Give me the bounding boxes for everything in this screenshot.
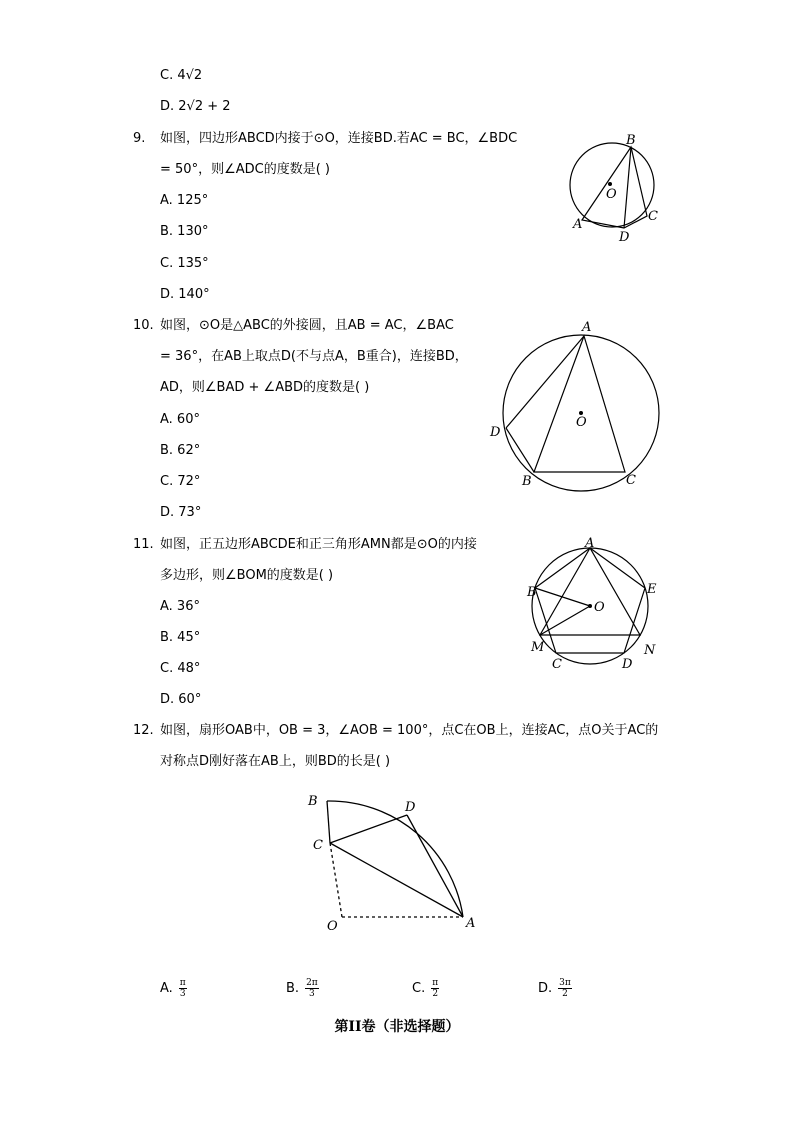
q9-label-b: B <box>626 133 636 148</box>
q11-segment-om <box>540 606 590 635</box>
q11-option-c: C. 48° <box>160 661 201 676</box>
q11-label-o: O <box>594 600 605 615</box>
q10-label-c: C <box>626 473 636 488</box>
q10-stem-line3: AD，则∠BAD + ∠ABD的度数是( ) <box>160 380 370 395</box>
q10-figure <box>486 318 666 493</box>
q10-label-b: B <box>522 474 532 489</box>
q8-option-c: C. 4√2 <box>160 68 203 83</box>
q10-option-a: A. 60° <box>160 412 200 427</box>
q10-number: 10. <box>133 318 154 333</box>
q10-option-c: C. 72° <box>160 474 201 489</box>
q12-option-c: C. $\frac{\pi}{2}$ <box>412 978 439 999</box>
q8-option-d: D. 2√2 + 2 <box>160 99 231 114</box>
q11-triangle-amn <box>540 548 640 635</box>
q12-label-c: C <box>313 838 323 853</box>
q12-figure <box>300 785 490 935</box>
q11-option-d: D. 60° <box>160 692 202 707</box>
q11-segment-ob <box>535 588 590 606</box>
q12-option-b: B. $\frac{2\pi}{3}$ <box>286 978 318 999</box>
q9-stem-line2: = 50°，则∠ADC的度数是( ) <box>160 162 330 177</box>
q9-option-c: C. 135° <box>160 256 209 271</box>
q9-center-dot <box>608 182 612 186</box>
q12-label-a: A <box>466 916 476 931</box>
q9-label-c: C <box>648 209 658 224</box>
q12-stem-line1: 如图，扇形OAB中，OB = 3，∠AOB = 100°，点C在OB上，连接AC，点O关于AC的 <box>160 723 659 738</box>
q10-triangle-abc <box>534 336 625 472</box>
q11-label-a: A <box>585 536 595 551</box>
q10-option-d: D. 73° <box>160 505 202 520</box>
q9-option-d: D. 140° <box>160 287 210 302</box>
q11-figure <box>525 537 665 672</box>
q9-label-o: O <box>606 187 617 202</box>
q12-option-d: D. $\frac{3\pi}{2}$ <box>538 978 571 999</box>
q12-segment-bc <box>327 801 330 843</box>
q9-segment-bd <box>624 147 631 228</box>
q11-option-b: B. 45° <box>160 630 201 645</box>
q10-label-a: A <box>582 320 592 335</box>
q9-label-d: D <box>619 230 630 245</box>
q11-center-dot <box>588 604 592 608</box>
q10-stem-line1: 如图，⊙O是△ABC的外接圆，且AB = AC，∠BAC <box>160 318 454 333</box>
q9-circle <box>570 143 654 227</box>
q10-label-d: D <box>490 425 501 440</box>
q9-label-a: A <box>573 217 583 232</box>
q11-label-d: D <box>622 657 633 672</box>
q12-label-o: O <box>327 919 338 934</box>
q10-label-o: O <box>576 415 587 430</box>
section-title: 第II卷（非选择题） <box>334 1019 460 1035</box>
q12-segment-oc <box>330 843 342 917</box>
q11-label-b: B <box>527 585 537 600</box>
q9-option-b: B. 130° <box>160 224 209 239</box>
q10-stem-line2: = 36°，在AB上取点D(不与点A，B重合)，连接BD， <box>160 349 468 364</box>
q12-segment-cd <box>330 815 407 843</box>
q11-stem-line2: 多边形，则∠BOM的度数是( ) <box>160 568 334 583</box>
q11-number: 11. <box>133 537 154 552</box>
q11-label-e: E <box>647 582 657 597</box>
q10-segment-bd <box>506 428 534 472</box>
q9-number: 9. <box>133 131 146 146</box>
q10-segment-ad <box>506 336 584 428</box>
q12-number: 12. <box>133 723 154 738</box>
q12-sector-arc <box>327 801 463 917</box>
q11-label-c: C <box>552 657 562 672</box>
q9-figure <box>560 130 670 245</box>
q9-option-a: A. 125° <box>160 193 209 208</box>
q11-pentagon <box>535 548 645 653</box>
q12-label-d: D <box>405 800 416 815</box>
q9-stem-line1: 如图，四边形ABCD内接于⊙O，连接BD.若AC = BC，∠BDC <box>160 131 518 146</box>
q11-stem-line1: 如图，正五边形ABCDE和正三角形AMN都是⊙O的内接 <box>160 537 477 552</box>
q11-label-n: N <box>644 643 656 658</box>
q11-option-a: A. 36° <box>160 599 200 614</box>
q12-label-b: B <box>308 794 318 809</box>
q12-stem-line2: 对称点D刚好落在AB上，则BD的长是( ) <box>160 754 391 769</box>
q11-label-m: M <box>531 640 545 655</box>
q12-option-a: A. $\frac{\pi}{3}$ <box>160 978 186 999</box>
q10-option-b: B. 62° <box>160 443 201 458</box>
